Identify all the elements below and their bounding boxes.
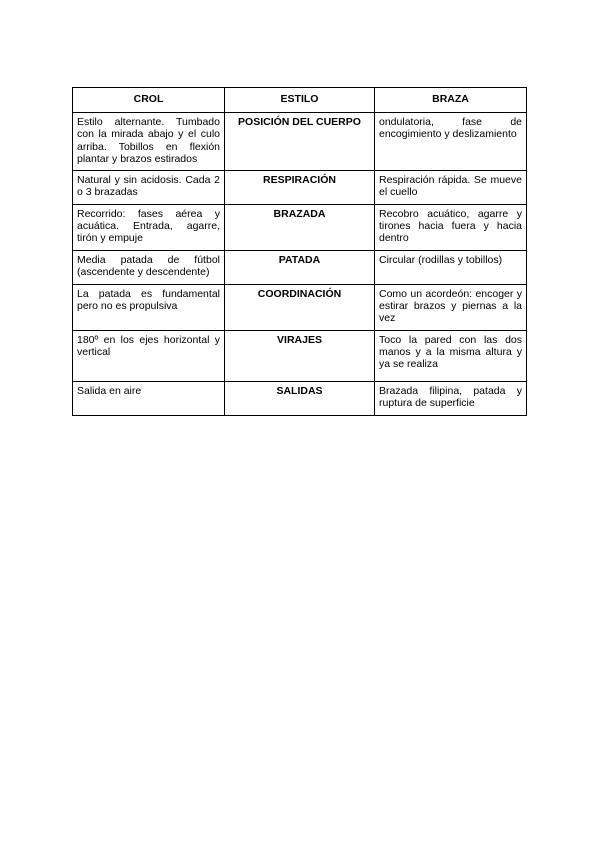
cell-crol: Recorrido: fases aérea y acuática. Entrada, agarre, tirón y empuje	[73, 204, 225, 250]
cell-crol: Salida en aire	[73, 381, 225, 415]
cell-estilo: BRAZADA	[225, 204, 375, 250]
header-crol: CROL	[73, 88, 225, 113]
cell-crol: 180º en los ejes horizontal y vertical	[73, 330, 225, 381]
table-row	[73, 170, 527, 204]
table-row	[73, 330, 527, 381]
cell-estilo: RESPIRACIÓN	[225, 170, 375, 204]
header-row	[73, 88, 527, 113]
cell-estilo: PATADA	[225, 250, 375, 284]
table-row	[73, 204, 527, 250]
table-row	[73, 284, 527, 330]
cell-braza: Respiración rápida. Se mueve el cuello	[375, 170, 527, 204]
cell-braza: Brazada filipina, patada y ruptura de superficie	[375, 381, 527, 415]
cell-crol: Estilo alternante. Tumbado con la mirada abajo y el culo arriba. Tobillos en flexión plantar y brazos estirados	[73, 113, 225, 171]
table-body	[73, 113, 527, 416]
cell-braza: Circular (rodillas y tobillos)	[375, 250, 527, 284]
cell-braza: Recobro acuático, agarre y tirones hacia fuera y hacia dentro	[375, 204, 527, 250]
cell-crol: La patada es fundamental pero no es propulsiva	[73, 284, 225, 330]
cell-estilo: COORDINACIÓN	[225, 284, 375, 330]
cell-braza: ondulatoria, fase de encogimiento y deslizamiento	[375, 113, 527, 171]
swimming-styles-comparison-table	[72, 87, 527, 416]
cell-braza: Toco la pared con las dos manos y a la misma altura y ya se realiza	[375, 330, 527, 381]
cell-braza: Como un acordeón: encoger y estirar brazos y piernas a la vez	[375, 284, 527, 330]
table-row	[73, 250, 527, 284]
table-row	[73, 113, 527, 171]
header-braza: BRAZA	[375, 88, 527, 113]
cell-estilo: VIRAJES	[225, 330, 375, 381]
cell-estilo: POSICIÓN DEL CUERPO	[225, 113, 375, 171]
cell-crol: Natural y sin acidosis. Cada 2 o 3 brazadas	[73, 170, 225, 204]
header-estilo: ESTILO	[225, 88, 375, 113]
table-row	[73, 381, 527, 415]
cell-crol: Media patada de fútbol (ascendente y descendente)	[73, 250, 225, 284]
cell-estilo: SALIDAS	[225, 381, 375, 415]
table-header	[73, 88, 527, 113]
